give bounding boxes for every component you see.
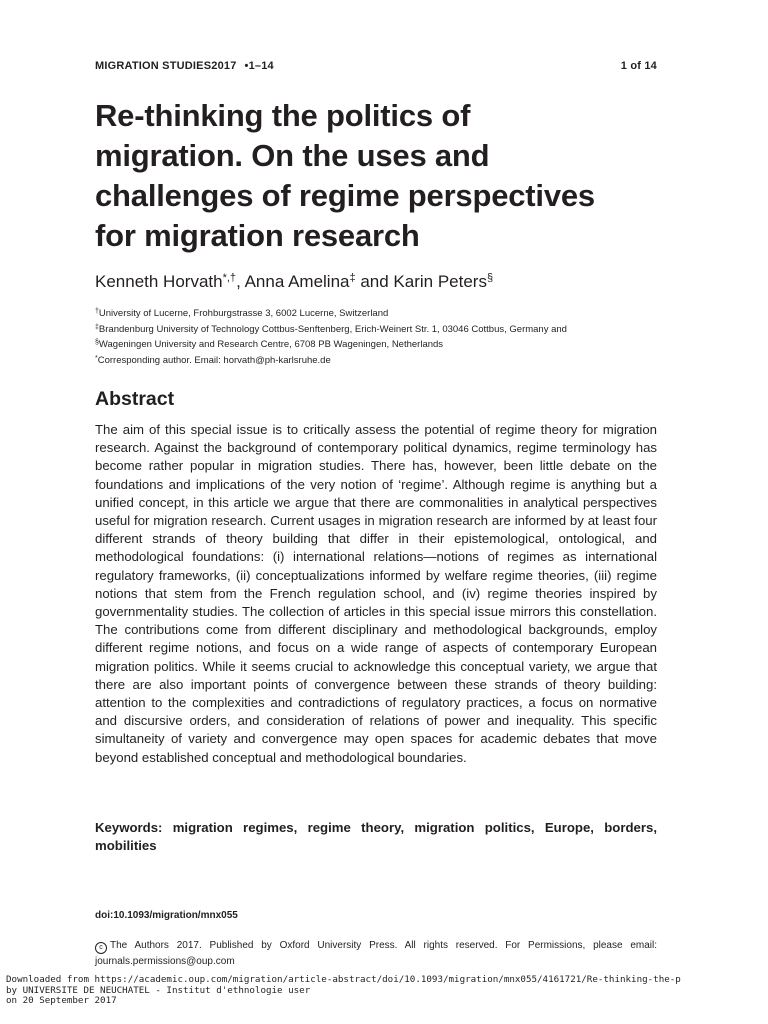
running-head (95, 60, 657, 72)
page-range: 1–14 (248, 60, 274, 72)
copyright-notice (95, 938, 657, 970)
author-name: Karin Peters (393, 272, 487, 291)
author-list (95, 270, 695, 294)
download-note (6, 975, 768, 1007)
affiliation-mark: ‡ (95, 323, 99, 331)
title-line: for migration research (95, 218, 420, 253)
copyright-text: The Authors 2017. Published by Oxford University Press. All rights reserved. For Permissions, please email: journals.permissions@oup.com (95, 940, 657, 967)
article-title (95, 96, 695, 256)
affiliation-mark: § (95, 339, 99, 346)
download-note-line: Downloaded from https://academic.oup.com/migration/article-abstract/doi/10.1093/migration/mnx055/4161721/Re-thinking-the-p (6, 975, 681, 985)
affiliation-mark: † (95, 308, 99, 315)
affiliation-mark: * (95, 354, 98, 362)
running-head-left (95, 60, 274, 72)
doi: doi:10.1093/migration/mnx055 (95, 910, 238, 921)
copyright-icon: c (95, 942, 107, 954)
author-mark: *,† (222, 272, 237, 284)
affiliation-item (95, 337, 695, 353)
keywords: Keywords: migration regimes, regime theory, migration politics, Europe, borders, mobilities (95, 820, 657, 854)
bullet-separator: • (244, 60, 249, 72)
abstract-heading: Abstract (95, 388, 175, 410)
affiliation-text: Wageningen University and Research Centre, 6708 PB Wageningen, Netherlands (98, 339, 444, 350)
page-indicator: 1 of 14 (620, 60, 657, 72)
author-mark: § (486, 272, 494, 284)
author-separator: and (355, 272, 394, 291)
title-line: challenges of regime perspectives (95, 178, 595, 213)
author-separator: , (236, 272, 245, 291)
affiliation-item (95, 322, 695, 338)
title-line: migration. On the uses and (95, 138, 490, 173)
affiliations (95, 306, 695, 368)
author-name: Anna Amelina (244, 272, 350, 291)
download-note-line: on 20 September 2017 (6, 995, 117, 1006)
download-note-line: by UNIVERSITE DE NEUCHATEL - Institut d'ethnologie user (6, 984, 311, 996)
affiliation-text: Brandenburg University of Technology Cottbus-Senftenberg, Erich-Weinert Str. 1, 03046 Cottbus, Germany and (98, 323, 567, 335)
affiliation-text: Corresponding author. Email: horvath@ph-karlsruhe.de (97, 354, 331, 366)
author-name: Kenneth Horvath (95, 272, 223, 291)
journal-year: 2017 (211, 60, 237, 72)
author-mark: ‡ (349, 272, 356, 284)
abstract-body: The aim of this special issue is to critically assess the potential of regime theory for migration research. Against the background of contemporary political dynamics, regime terminology has become rather popular in migration studies. There has, however, been little debate on the foundations and implications of the very notion of ‘regime’. Although regime is anything but a unified concept, in this article we argue that there are commonalities in analytical perspectives useful for migration research. Current usages in migration research are informed by at least four different strands of theory building that differ in their epistemological, ontological, and methodological foundations: (i) international relations—notions of regimes as international regulatory frameworks, (ii) conceptualizations informed by welfare regime theories, (iii) regime notions that stem from the French regulation school, and (iv) regime theories inspired by governmentality studies. The collection of articles in this special issue mirrors this constellation. The contributions come from different disciplinary and methodological backgrounds, employ different regime notions, and focus on a wide range of aspects of contemporary European migration politics. While it seems crucial to acknowledge this conceptual variety, we argue that there are also important points of convergence between these strands of theory building: attention to the complexities and contradictions of regulatory practices, a focus on normative and discursive orders, and consideration of relations of power and inequality. This specific simultaneity of variety and convergence may open spaces for academic debates that move beyond established conceptual and methodological boundaries. (95, 422, 657, 765)
affiliation-item (95, 306, 695, 322)
affiliation-item (95, 353, 695, 369)
title-line: Re-thinking the politics of (95, 98, 471, 133)
journal-name: MIGRATION STUDIES (95, 60, 212, 72)
affiliation-text: University of Lucerne, Frohburgstrasse 3, 6002 Lucerne, Switzerland (98, 308, 389, 319)
